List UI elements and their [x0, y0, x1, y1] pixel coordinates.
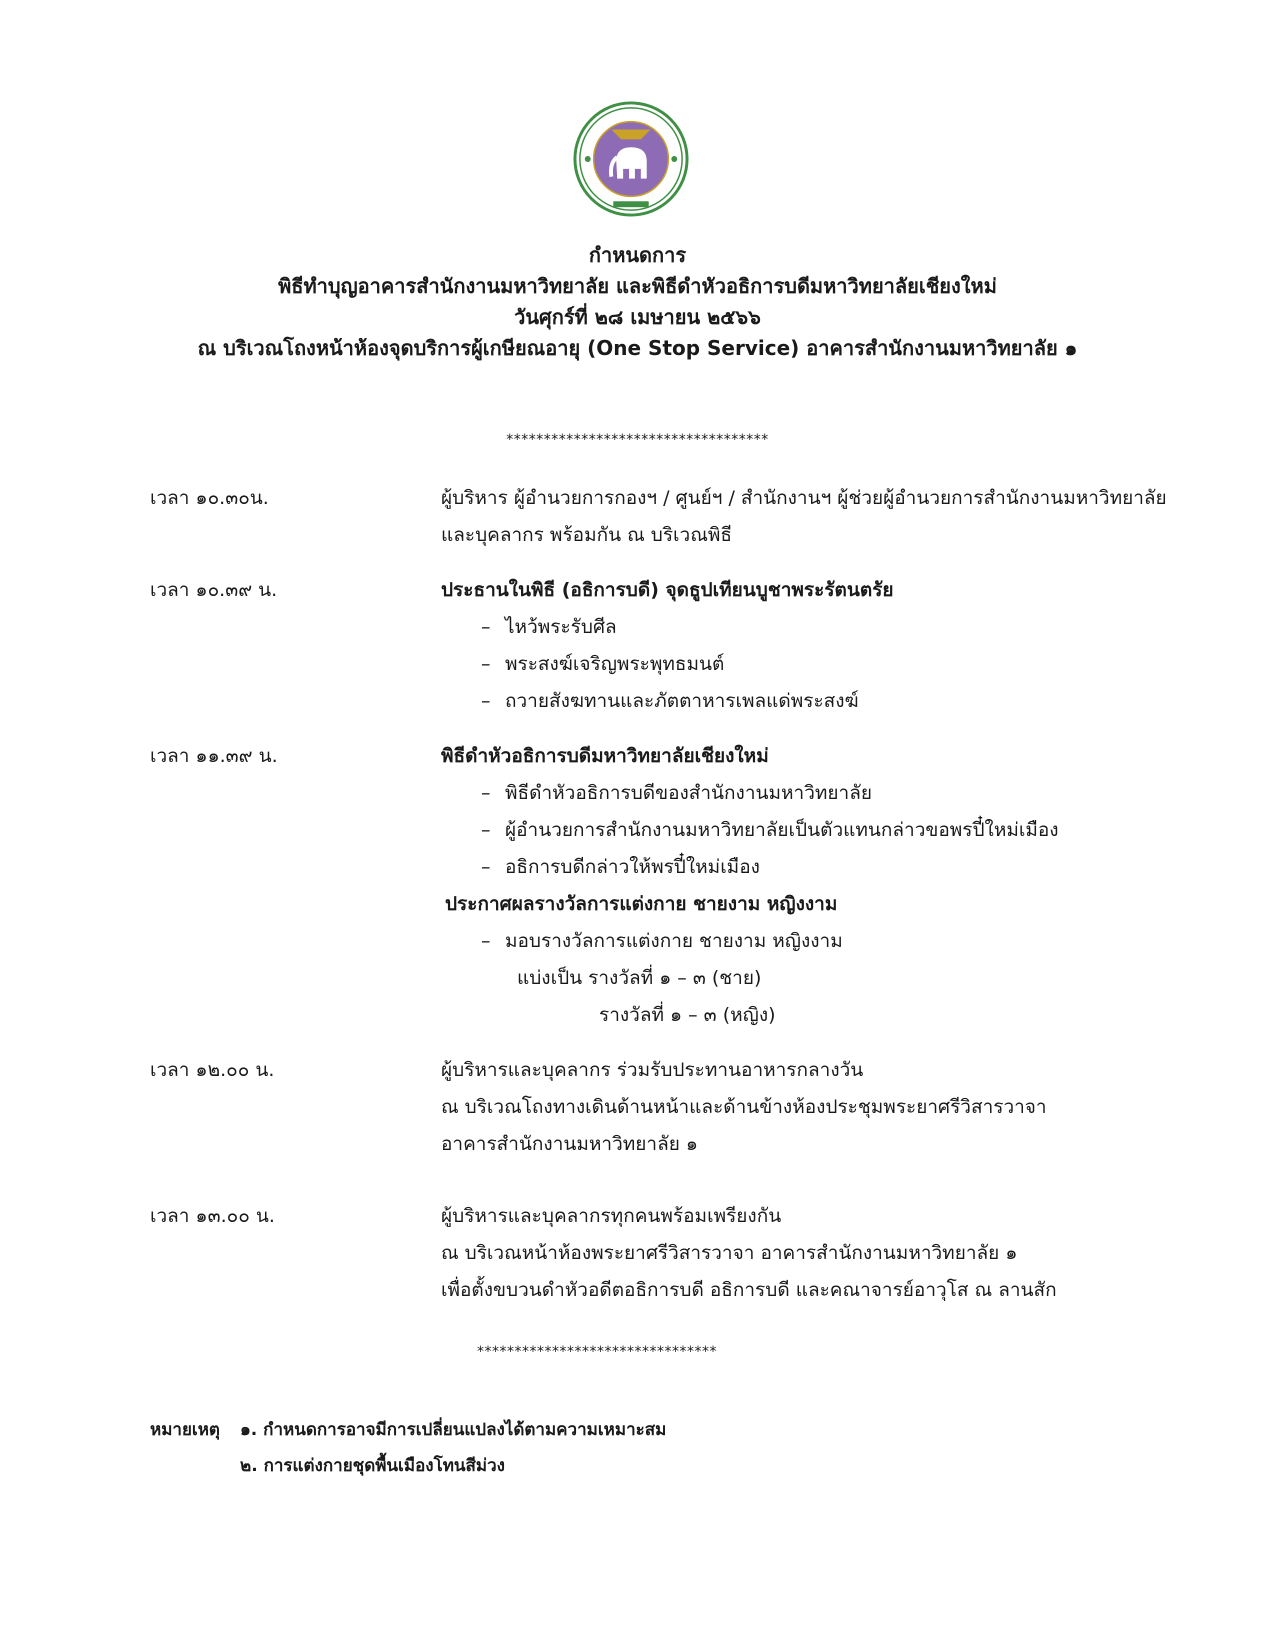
- notes-label: หมายเหตุ: [150, 1420, 220, 1440]
- title-ceremony: พิธีทำบุญอาคารสำนักงานมหาวิทยาลัย และพิธีดำหัวอธิการบดีมหาวิทยาลัยเชียงใหม่: [278, 274, 997, 298]
- note-item-2: ๒. การแต่งกายชุดพื้นเมืองโทนสีม่วง: [240, 1456, 505, 1476]
- list-item: – อธิการบดีกล่าวให้พรปี๋ใหม่เมือง: [481, 856, 760, 878]
- schedule-time: เวลา ๑๒.๐๐ น.: [150, 1059, 275, 1081]
- schedule-line: และบุคลากร พร้อมกัน ณ บริเวณพิธี: [441, 524, 732, 546]
- title-heading: กำหนดการ: [588, 243, 687, 267]
- schedule-heading: ประธานในพิธี (อธิการบดี) จุดธูปเทียนบูชาพระรัตนตรัย: [441, 579, 894, 601]
- schedule-line: อาคารสำนักงานมหาวิทยาลัย ๑: [441, 1133, 698, 1155]
- schedule-line: ผู้บริหาร ผู้อำนวยการกองฯ / ศูนย์ฯ / สำนักงานฯ ผู้ช่วยผู้อำนวยการสำนักงานมหาวิทยาลัย: [441, 487, 1167, 509]
- award-female: รางวัลที่ ๑ – ๓ (หญิง): [599, 1004, 776, 1026]
- list-item: – ไหว้พระรับศีล: [481, 616, 617, 638]
- award-male: แบ่งเป็น รางวัลที่ ๑ – ๓ (ชาย): [517, 967, 762, 989]
- list-item: – พิธีดำหัวอธิการบดีของสำนักงานมหาวิทยาลัย: [481, 782, 872, 804]
- list-item: – พระสงฆ์เจริญพระพุทธมนต์: [481, 653, 725, 675]
- schedule-heading: พิธีดำหัวอธิการบดีมหาวิทยาลัยเชียงใหม่: [441, 745, 769, 767]
- title-date: วันศุกร์ที่ ๒๘ เมษายน ๒๕๖๖: [514, 305, 761, 329]
- list-item: – ถวายสังฆทานและภัตตาหารเพลแด่พระสงฆ์: [481, 690, 859, 712]
- schedule-time: เวลา ๑๓.๐๐ น.: [150, 1205, 275, 1227]
- title-venue: ณ บริเวณโถงหน้าห้องจุดบริการผู้เกษียณอายุ (One Stop Service) อาคารสำนักงานมหาวิทยาลัย ๑: [197, 336, 1078, 360]
- schedule-time: เวลา ๑๐.๓๐น.: [150, 487, 269, 509]
- university-seal-icon: [572, 100, 690, 218]
- schedule-line: ผู้บริหารและบุคลากรทุกคนพร้อมเพรียงกัน: [441, 1205, 782, 1227]
- schedule-line: ณ บริเวณโถงทางเดินด้านหน้าและด้านข้างห้องประชุมพระยาศรีวิสารวาจา: [441, 1096, 1047, 1118]
- schedule-line: เพื่อตั้งขบวนดำหัวอดีตอธิการบดี อธิการบดี และคณาจารย์อาวุโส ณ ลานสัก: [441, 1279, 1057, 1301]
- list-item: – ผู้อำนวยการสำนักงานมหาวิทยาลัยเป็นตัวแทนกล่าวขอพรปี๋ใหม่เมือง: [481, 819, 1059, 841]
- separator-bottom: ********************************: [477, 1344, 717, 1360]
- schedule-subheading: ประกาศผลรางวัลการแต่งกาย ชายงาม หญิงงาม: [445, 893, 838, 915]
- note-item-1: ๑. กำหนดการอาจมีการเปลี่ยนแปลงได้ตามความเหมาะสม: [240, 1420, 667, 1440]
- separator-top: ***********************************: [506, 432, 769, 448]
- schedule-line: ณ บริเวณหน้าห้องพระยาศรีวิสารวาจา อาคารสำนักงานมหาวิทยาลัย ๑: [441, 1242, 1018, 1264]
- list-item: – มอบรางวัลการแต่งกาย ชายงาม หญิงงาม: [481, 930, 843, 952]
- schedule-time: เวลา ๑๑.๓๙ น.: [150, 745, 278, 767]
- notes: [150, 1412, 666, 1484]
- schedule-time: เวลา ๑๐.๓๙ น.: [150, 579, 278, 601]
- schedule-line: ผู้บริหารและบุคลากร ร่วมรับประทานอาหารกลางวัน: [441, 1059, 864, 1081]
- title-block: [0, 240, 1275, 364]
